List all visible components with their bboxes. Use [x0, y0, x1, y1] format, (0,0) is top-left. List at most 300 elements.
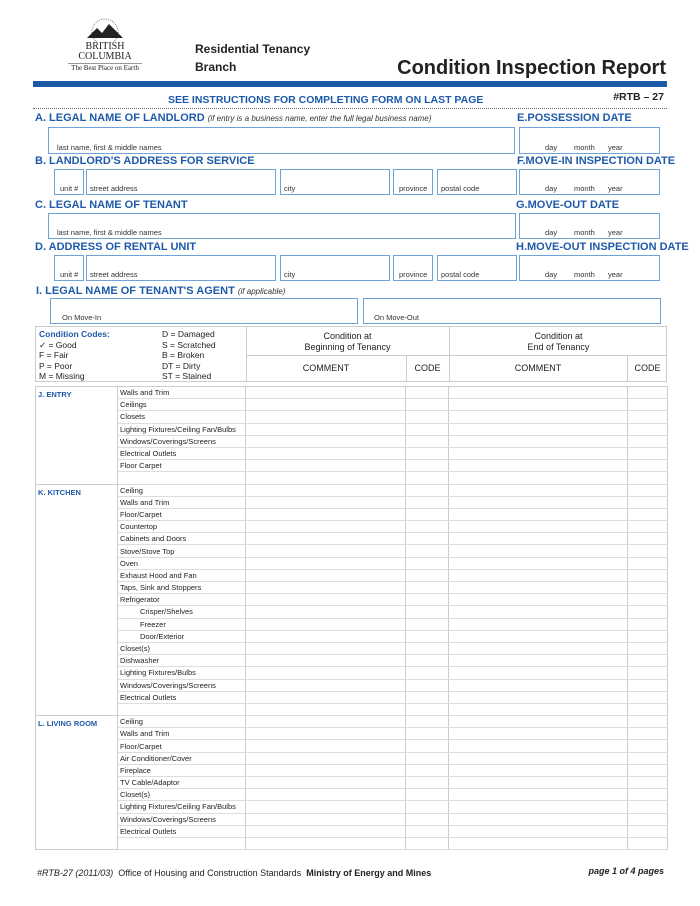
comment-end-cell[interactable]: [449, 813, 628, 825]
code-begin-cell[interactable]: [406, 679, 449, 691]
comment-end-cell[interactable]: [449, 582, 628, 594]
item-label: Windows/Coverings/Screens: [118, 679, 246, 691]
code-begin-cell[interactable]: [406, 764, 449, 776]
comment-header-end: COMMENT: [514, 363, 562, 373]
logo-text: BRITISH: [85, 41, 125, 52]
table-row: [36, 435, 668, 447]
code-end-cell[interactable]: [628, 740, 668, 752]
code-item: P = Poor: [39, 360, 73, 371]
code-end-cell[interactable]: [628, 813, 668, 825]
branch-name: [195, 40, 310, 76]
logo-text: COLUMBIA: [78, 51, 132, 62]
code-item: D = Damaged: [162, 329, 215, 339]
section-c-label: C. LEGAL NAME OF TENANT: [35, 199, 188, 211]
code-begin-cell[interactable]: [406, 508, 449, 520]
comment-end-cell[interactable]: [449, 777, 628, 789]
code-item: ✓ = Good: [39, 339, 77, 350]
section-f-label: F.MOVE-IN INSPECTION DATE: [517, 155, 676, 167]
comment-end-cell[interactable]: [449, 399, 628, 411]
inspection-table: [35, 386, 668, 850]
code-begin-cell[interactable]: [406, 752, 449, 764]
hint: unit #: [60, 270, 79, 279]
comment-begin-cell[interactable]: [246, 618, 406, 630]
landlord-city-field[interactable]: [280, 169, 390, 195]
code-begin-cell[interactable]: [406, 716, 449, 728]
section-g-label: G.MOVE-OUT DATE: [516, 199, 620, 211]
hint: month: [574, 143, 595, 152]
branch-line: Branch: [195, 60, 237, 74]
tenant-name-field[interactable]: [48, 213, 516, 239]
hint: On Move-Out: [374, 313, 420, 322]
codes-left: [39, 329, 110, 382]
comment-end-cell[interactable]: [449, 423, 628, 435]
possession-date-field[interactable]: [519, 127, 660, 154]
codes-right: [162, 329, 216, 382]
code-header-begin: CODE: [414, 363, 441, 373]
comment-end-cell[interactable]: [449, 837, 628, 849]
code-begin-cell[interactable]: [406, 533, 449, 545]
room-label: J. ENTRY: [36, 387, 118, 485]
table-row: [36, 484, 668, 496]
comment-begin-cell[interactable]: [246, 679, 406, 691]
hint: street address: [90, 184, 138, 193]
comment-begin-cell[interactable]: [246, 716, 406, 728]
code-end-cell[interactable]: [628, 667, 668, 679]
comment-begin-cell[interactable]: [246, 789, 406, 801]
item-label: Cabinets and Doors: [118, 533, 246, 545]
section-h-label: H.MOVE-OUT INSPECTION DATE: [516, 241, 689, 253]
table-row: [36, 679, 668, 691]
item-label: Oven: [118, 557, 246, 569]
table-row: [36, 411, 668, 423]
room-label: K. KITCHEN: [36, 484, 118, 716]
hint: year: [608, 270, 623, 279]
table-row: [36, 728, 668, 740]
code-begin-cell[interactable]: [406, 545, 449, 557]
table-row: [36, 582, 668, 594]
item-label: Closet(s): [118, 642, 246, 654]
header-line: End of Tenancy: [527, 342, 590, 352]
hint: year: [608, 228, 623, 237]
code-end-cell[interactable]: [628, 399, 668, 411]
code-begin-cell[interactable]: [406, 423, 449, 435]
page-number: page 1 of 4 pages: [588, 866, 664, 876]
hint: day: [545, 184, 558, 193]
landlord-street-field[interactable]: [86, 169, 276, 195]
code-begin-cell[interactable]: [406, 630, 449, 642]
code-begin-cell[interactable]: [406, 691, 449, 703]
code-end-cell[interactable]: [628, 533, 668, 545]
comment-begin-cell[interactable]: [246, 484, 406, 496]
item-label: Windows/Coverings/Screens: [118, 813, 246, 825]
table-row: [36, 521, 668, 533]
code-header-end: CODE: [634, 363, 661, 373]
item-label: Exhaust Hood and Fan: [118, 569, 246, 581]
hint: month: [574, 270, 595, 279]
comment-begin-cell[interactable]: [246, 837, 406, 849]
page-title: Condition Inspection Report: [397, 57, 666, 79]
comment-begin-cell[interactable]: [246, 606, 406, 618]
table-row: [36, 472, 668, 484]
comment-end-cell[interactable]: [449, 569, 628, 581]
code-begin-cell[interactable]: [406, 667, 449, 679]
item-label: Ceiling: [118, 716, 246, 728]
code-begin-cell[interactable]: [406, 460, 449, 472]
item-label: Countertop: [118, 521, 246, 533]
table-row: [36, 801, 668, 813]
item-label: Floor Carpet: [118, 460, 246, 472]
section-d-label: D. ADDRESS OF RENTAL UNIT: [35, 241, 197, 253]
table-row: [36, 837, 668, 849]
table-row: [36, 716, 668, 728]
code-end-cell[interactable]: [628, 569, 668, 581]
table-row: [36, 825, 668, 837]
comment-begin-cell[interactable]: [246, 703, 406, 715]
landlord-province-field[interactable]: [393, 169, 433, 195]
comment-end-cell[interactable]: [449, 703, 628, 715]
landlord-name-field[interactable]: [48, 127, 515, 154]
footer: [37, 868, 431, 878]
footer-form: #RTB-27 (2011/03): [37, 868, 114, 878]
table-row: [36, 703, 668, 715]
comment-begin-cell[interactable]: [246, 460, 406, 472]
code-begin-cell[interactable]: [406, 825, 449, 837]
table-row: [36, 447, 668, 459]
hint: street address: [90, 270, 138, 279]
code-begin-cell[interactable]: [406, 606, 449, 618]
divider: [246, 355, 666, 356]
code-end-cell[interactable]: [628, 447, 668, 459]
comment-end-cell[interactable]: [449, 667, 628, 679]
item-label: Taps, Sink and Stoppers: [118, 582, 246, 594]
code-end-cell[interactable]: [628, 752, 668, 764]
code-item: F = Fair: [39, 350, 69, 360]
code-begin-cell[interactable]: [406, 618, 449, 630]
note: (if entry is a business name, enter the full legal business name): [207, 114, 432, 123]
comment-end-cell[interactable]: [449, 447, 628, 459]
item-label: Walls and Trim: [118, 728, 246, 740]
item-label: Ceilings: [118, 399, 246, 411]
label: A. LEGAL NAME OF LANDLORD: [35, 112, 205, 124]
move-in-inspection-date-field[interactable]: [519, 169, 660, 195]
comment-begin-cell[interactable]: [246, 508, 406, 520]
code-item: ST = Stained: [162, 371, 212, 381]
agent-move-out-field[interactable]: [363, 298, 661, 324]
bc-logo: [60, 14, 150, 78]
table-row: [36, 569, 668, 581]
code-end-cell[interactable]: [628, 435, 668, 447]
comment-begin-cell[interactable]: [246, 752, 406, 764]
comment-begin-cell[interactable]: [246, 630, 406, 642]
item-label: Freezer: [118, 618, 246, 630]
code-begin-cell[interactable]: [406, 447, 449, 459]
agent-move-in-field[interactable]: [50, 298, 358, 324]
code-end-cell[interactable]: [628, 655, 668, 667]
code-end-cell[interactable]: [628, 582, 668, 594]
comment-end-cell[interactable]: [449, 387, 628, 399]
comment-begin-cell[interactable]: [246, 813, 406, 825]
code-begin-cell[interactable]: [406, 496, 449, 508]
begin-tenancy-header: [246, 331, 449, 353]
comment-begin-cell[interactable]: [246, 521, 406, 533]
comment-begin-cell[interactable]: [246, 533, 406, 545]
table-row: [36, 655, 668, 667]
code-end-cell[interactable]: [628, 728, 668, 740]
code-begin-cell[interactable]: [406, 521, 449, 533]
code-end-cell[interactable]: [628, 630, 668, 642]
comment-begin-cell[interactable]: [246, 667, 406, 679]
rental-unit-postal-field[interactable]: [437, 255, 517, 281]
rental-unit-province-field[interactable]: [393, 255, 433, 281]
comment-begin-cell[interactable]: [246, 594, 406, 606]
table-row: [36, 789, 668, 801]
comment-begin-cell[interactable]: [246, 447, 406, 459]
code-begin-cell[interactable]: [406, 728, 449, 740]
hint: day: [545, 143, 558, 152]
section-a-label: [35, 112, 431, 124]
comment-end-cell[interactable]: [449, 472, 628, 484]
code-end-cell[interactable]: [628, 545, 668, 557]
comment-end-cell[interactable]: [449, 521, 628, 533]
landlord-unit-field[interactable]: [54, 169, 84, 195]
comment-end-cell[interactable]: [449, 606, 628, 618]
item-label: Dishwasher: [118, 655, 246, 667]
comment-end-cell[interactable]: [449, 655, 628, 667]
code-end-cell[interactable]: [628, 789, 668, 801]
comment-begin-cell[interactable]: [246, 472, 406, 484]
move-out-date-field[interactable]: [519, 213, 660, 239]
hint: unit #: [60, 184, 79, 193]
item-label: Electrical Outlets: [118, 447, 246, 459]
item-label: Fireplace: [118, 764, 246, 776]
item-label: Walls and Trim: [118, 496, 246, 508]
comment-begin-cell[interactable]: [246, 801, 406, 813]
hint: month: [574, 184, 595, 193]
comment-end-cell[interactable]: [449, 496, 628, 508]
item-label: [118, 837, 246, 849]
comment-end-cell[interactable]: [449, 460, 628, 472]
item-label: Door/Exterior: [118, 630, 246, 642]
comment-begin-cell[interactable]: [246, 728, 406, 740]
table-row: [36, 642, 668, 654]
comment-end-cell[interactable]: [449, 557, 628, 569]
comment-end-cell[interactable]: [449, 801, 628, 813]
comment-end-cell[interactable]: [449, 764, 628, 776]
comment-end-cell[interactable]: [449, 618, 628, 630]
code-end-cell[interactable]: [628, 777, 668, 789]
code-begin-cell[interactable]: [406, 642, 449, 654]
comment-begin-cell[interactable]: [246, 777, 406, 789]
code-end-cell[interactable]: [628, 703, 668, 715]
code-end-cell[interactable]: [628, 642, 668, 654]
code-begin-cell[interactable]: [406, 740, 449, 752]
table-row: [36, 508, 668, 520]
code-begin-cell[interactable]: [406, 569, 449, 581]
comment-begin-cell[interactable]: [246, 740, 406, 752]
comment-begin-cell[interactable]: [246, 545, 406, 557]
table-row: [36, 630, 668, 642]
branch-line: Residential Tenancy: [195, 42, 311, 56]
hint: city: [284, 184, 296, 193]
code-end-cell[interactable]: [628, 679, 668, 691]
table-row: [36, 764, 668, 776]
code-end-cell[interactable]: [628, 508, 668, 520]
comment-end-cell[interactable]: [449, 435, 628, 447]
comment-end-cell[interactable]: [449, 789, 628, 801]
room-label: L. LIVING ROOM: [36, 716, 118, 850]
code-begin-cell[interactable]: [406, 837, 449, 849]
code-item: DT = Dirty: [162, 360, 201, 371]
comment-end-cell[interactable]: [449, 411, 628, 423]
code-end-cell[interactable]: [628, 387, 668, 399]
code-begin-cell[interactable]: [406, 777, 449, 789]
hint: year: [608, 143, 623, 152]
comment-end-cell[interactable]: [449, 484, 628, 496]
code-end-cell[interactable]: [628, 557, 668, 569]
comment-end-cell[interactable]: [449, 728, 628, 740]
code-begin-cell[interactable]: [406, 801, 449, 813]
comment-begin-cell[interactable]: [246, 557, 406, 569]
comment-begin-cell[interactable]: [246, 655, 406, 667]
table-row: [36, 752, 668, 764]
comment-end-cell[interactable]: [449, 679, 628, 691]
item-label: Electrical Outlets: [118, 691, 246, 703]
code-end-cell[interactable]: [628, 594, 668, 606]
comment-begin-cell[interactable]: [246, 435, 406, 447]
code-end-cell[interactable]: [628, 618, 668, 630]
comment-end-cell[interactable]: [449, 825, 628, 837]
table-row: [36, 387, 668, 399]
comment-end-cell[interactable]: [449, 740, 628, 752]
header-line: Condition at: [534, 331, 583, 341]
item-label: Lighting Fixtures/Ceiling Fan/Bulbs: [118, 423, 246, 435]
landlord-postal-field[interactable]: [437, 169, 517, 195]
comment-begin-cell[interactable]: [246, 582, 406, 594]
code-end-cell[interactable]: [628, 606, 668, 618]
label: I. LEGAL NAME OF TENANT'S AGENT: [36, 285, 235, 297]
code-end-cell[interactable]: [628, 521, 668, 533]
comment-begin-cell[interactable]: [246, 691, 406, 703]
note: (if applicable): [237, 287, 286, 296]
item-label: Air Conditioner/Cover: [118, 752, 246, 764]
hint: day: [545, 270, 558, 279]
hint: month: [574, 228, 595, 237]
footer-office: Office of Housing and Construction Standards: [118, 868, 302, 878]
code-end-cell[interactable]: [628, 691, 668, 703]
hint: day: [545, 228, 558, 237]
header-line: Condition at: [323, 331, 372, 341]
code-begin-cell[interactable]: [406, 435, 449, 447]
comment-end-cell[interactable]: [449, 594, 628, 606]
comment-end-cell[interactable]: [449, 545, 628, 557]
rental-unit-city-field[interactable]: [280, 255, 390, 281]
code-begin-cell[interactable]: [406, 472, 449, 484]
comment-begin-cell[interactable]: [246, 399, 406, 411]
code-end-cell[interactable]: [628, 801, 668, 813]
code-begin-cell[interactable]: [406, 484, 449, 496]
code-begin-cell[interactable]: [406, 594, 449, 606]
comment-end-cell[interactable]: [449, 642, 628, 654]
comment-end-cell[interactable]: [449, 691, 628, 703]
comment-begin-cell[interactable]: [246, 411, 406, 423]
rental-unit-unit-field[interactable]: [54, 255, 84, 281]
comment-begin-cell[interactable]: [246, 387, 406, 399]
table-row: [36, 618, 668, 630]
table-row: [36, 691, 668, 703]
code-begin-cell[interactable]: [406, 789, 449, 801]
code-begin-cell[interactable]: [406, 813, 449, 825]
code-end-cell[interactable]: [628, 825, 668, 837]
table-row: [36, 594, 668, 606]
code-begin-cell[interactable]: [406, 557, 449, 569]
code-end-cell[interactable]: [628, 716, 668, 728]
table-row: [36, 557, 668, 569]
item-label: Floor/Carpet: [118, 740, 246, 752]
code-item: M = Missing: [39, 371, 85, 381]
rental-unit-street-field[interactable]: [86, 255, 276, 281]
comment-begin-cell[interactable]: [246, 642, 406, 654]
comment-end-cell[interactable]: [449, 716, 628, 728]
hint: city: [284, 270, 296, 279]
logo-tagline: The Best Place on Earth: [68, 63, 142, 72]
code-end-cell[interactable]: [628, 423, 668, 435]
table-row: [36, 545, 668, 557]
item-label: [118, 472, 246, 484]
table-row: [36, 777, 668, 789]
section-b-label: B. LANDLORD'S ADDRESS FOR SERVICE: [35, 155, 255, 167]
sun-mountain-icon: [85, 14, 125, 42]
item-label: Floor/Carpet: [118, 508, 246, 520]
item-label: Electrical Outlets: [118, 825, 246, 837]
code-begin-cell[interactable]: [406, 655, 449, 667]
end-tenancy-header: [449, 331, 668, 353]
comment-begin-cell[interactable]: [246, 496, 406, 508]
code-end-cell[interactable]: [628, 484, 668, 496]
table-row: [36, 460, 668, 472]
code-begin-cell[interactable]: [406, 703, 449, 715]
dotted-divider: [33, 108, 667, 109]
comment-end-cell[interactable]: [449, 533, 628, 545]
code-end-cell[interactable]: [628, 837, 668, 849]
code-end-cell[interactable]: [628, 411, 668, 423]
code-begin-cell[interactable]: [406, 387, 449, 399]
table-row: [36, 423, 668, 435]
code-item: B = Broken: [162, 350, 205, 360]
item-label: TV Cable/Adaptor: [118, 777, 246, 789]
move-out-inspection-date-field[interactable]: [519, 255, 660, 281]
hint: province: [399, 270, 428, 279]
item-label: Ceiling: [118, 484, 246, 496]
table-row: [36, 606, 668, 618]
comment-begin-cell[interactable]: [246, 764, 406, 776]
code-begin-cell[interactable]: [406, 399, 449, 411]
table-row: [36, 813, 668, 825]
comment-begin-cell[interactable]: [246, 423, 406, 435]
code-end-cell[interactable]: [628, 460, 668, 472]
code-end-cell[interactable]: [628, 496, 668, 508]
comment-end-cell[interactable]: [449, 630, 628, 642]
header-line: Beginning of Tenancy: [304, 342, 391, 352]
code-end-cell[interactable]: [628, 764, 668, 776]
comment-end-cell[interactable]: [449, 752, 628, 764]
code-end-cell[interactable]: [628, 472, 668, 484]
code-begin-cell[interactable]: [406, 411, 449, 423]
code-begin-cell[interactable]: [406, 582, 449, 594]
comment-begin-cell[interactable]: [246, 569, 406, 581]
comment-end-cell[interactable]: [449, 508, 628, 520]
item-label: Stove/Stove Top: [118, 545, 246, 557]
comment-begin-cell[interactable]: [246, 825, 406, 837]
